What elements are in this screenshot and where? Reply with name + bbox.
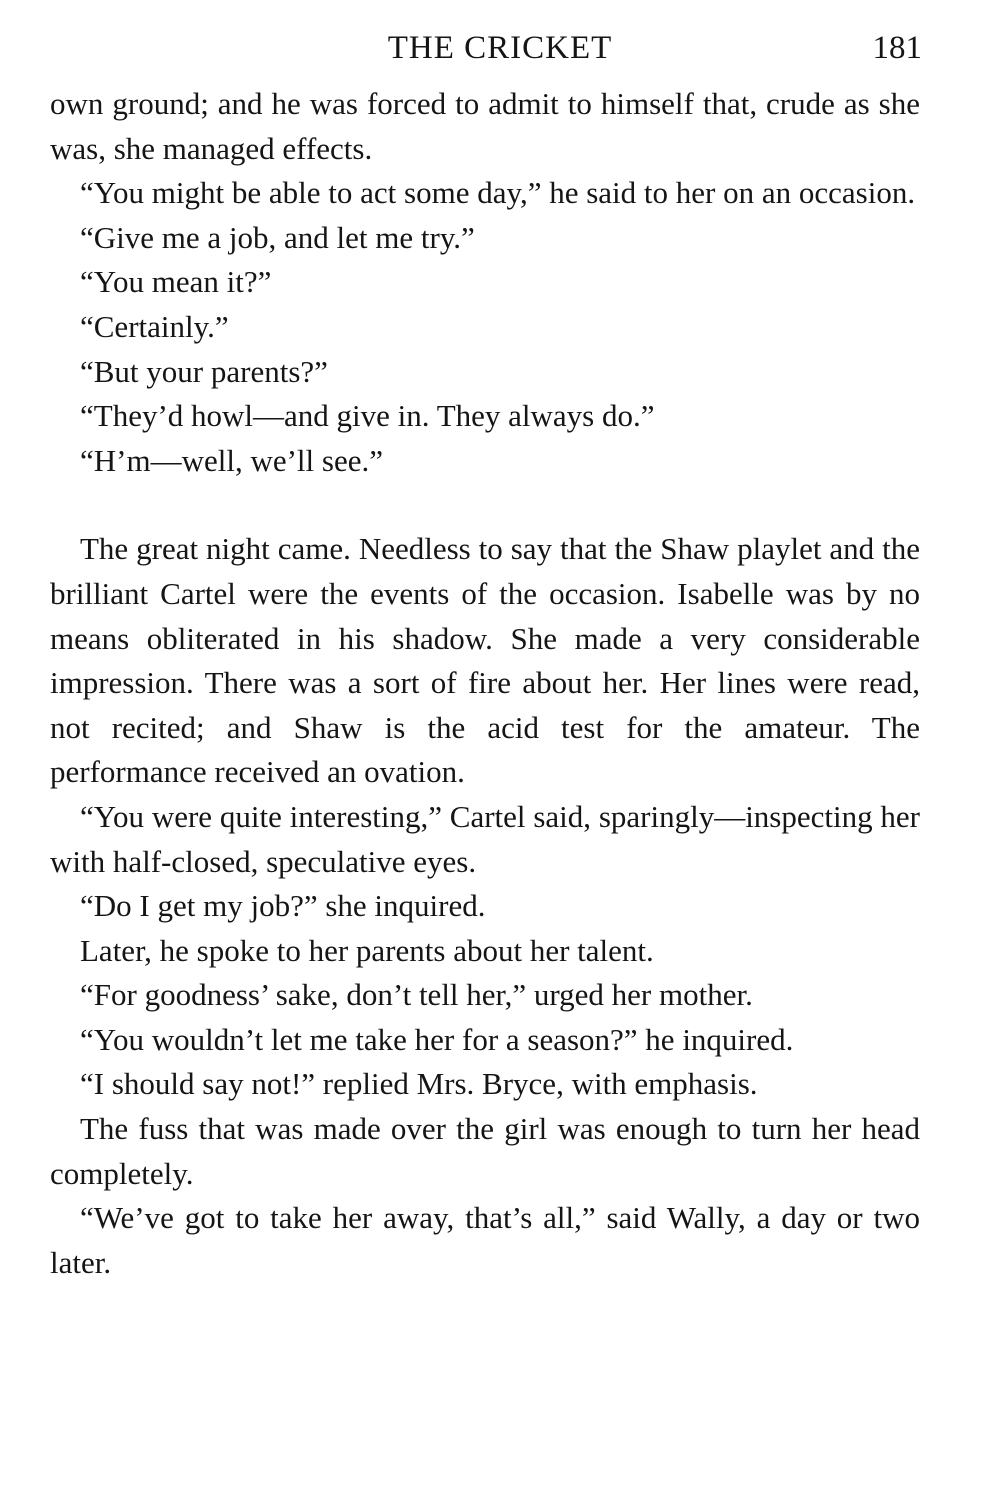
paragraph: “You wouldn’t let me take her for a season?” he inquired. [80, 1021, 794, 1057]
paragraph: “Certainly.” [80, 308, 229, 344]
paragraph: “You might be able to act some day,” he said to her on an occasion. [80, 175, 916, 211]
body-text [50, 82, 920, 1285]
paragraph: The great night came. Needless to say that the Shaw playlet and the brilliant Cartel were the events of the occasion. Isabelle was by no means obliterated in his shadow. She made a very considerable impression. There was a sort of fire about her. Her lines were read, not recited; and Shaw is the acid test for the amateur. The performance received an ovation. [50, 531, 920, 790]
page-number: 181 [872, 30, 922, 66]
paragraph: “Give me a job, and let me try.” [80, 219, 475, 255]
paragraph: “I should say not!” replied Mrs. Bryce, with emphasis. [80, 1066, 758, 1102]
paragraph: The fuss that was made over the girl was enough to turn her head completely. [50, 1111, 920, 1191]
paragraph: own ground; and he was forced to admit to himself that, crude as she was, she managed effects. [50, 86, 920, 166]
running-title: THE CRICKET [387, 30, 613, 66]
page-header [0, 20, 1000, 72]
paragraph: “For goodness’ sake, don’t tell her,” urged her mother. [80, 977, 753, 1013]
paragraph: “H’m—well, we’ll see.” [80, 442, 383, 478]
paragraph: Later, he spoke to her parents about her talent. [80, 932, 654, 968]
paragraph: “But your parents?” [80, 353, 328, 389]
paragraph: “You mean it?” [80, 264, 272, 300]
paragraph: “You were quite interesting,” Cartel said, sparingly—inspecting her with half-closed, speculative eyes. [50, 798, 920, 879]
paragraph: “We’ve got to take her away, that’s all,” said Wally, a day or two later. [50, 1200, 920, 1280]
section-break [50, 483, 920, 527]
paragraph: “They’d howl—and give in. They always do.” [80, 398, 655, 434]
paragraph: “Do I get my job?” she inquired. [80, 888, 486, 924]
